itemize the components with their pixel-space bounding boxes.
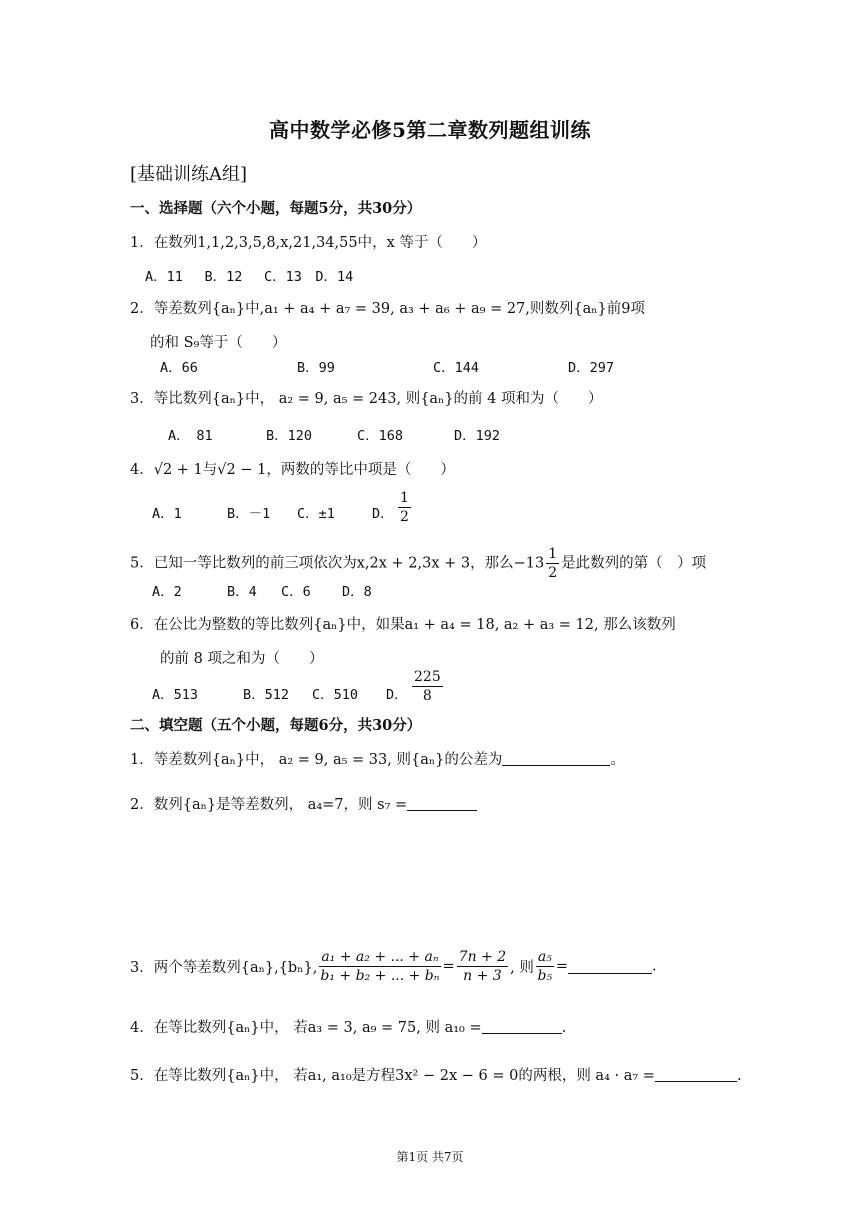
section2-heading: 二、填空题（五个小题，每题6分，共30分） xyxy=(130,717,422,734)
q2-option-c: C．144 xyxy=(433,360,480,376)
q6-text2: 的前 8 项之和为（ ） xyxy=(160,651,324,667)
q4-frac-denominator: 2 xyxy=(400,509,409,525)
q4-option-d-fraction xyxy=(396,489,413,526)
q6-option-a: A．513 xyxy=(152,687,199,703)
q6-text: 6．在公比为整数的等比数列{aₙ}中，如果a₁ + a₄ = 18, a₂ + a₃ = 12, 那么该数列 xyxy=(130,617,676,633)
fill-q3 xyxy=(130,948,657,985)
q5-option-b: B．4 xyxy=(227,584,257,600)
q5-option-c: C．6 xyxy=(281,584,311,600)
q6-option-d-fraction xyxy=(410,668,445,705)
q2-text: 2．等差数列{aₙ}中,a₁ + a₄ + a₇ = 39, a₃ + a₆ + a₉ = 27,则数列{aₙ}前9项 xyxy=(130,301,645,317)
q4-option-b: B．－1 xyxy=(227,506,271,522)
fill-q3-tail: . xyxy=(651,958,657,975)
fill-q5-tail: . xyxy=(736,1068,742,1084)
fill-q3-f2-num: 7n + 2 xyxy=(458,949,507,965)
fill-q3-tail-eq: = xyxy=(555,958,568,975)
q2-option-b: B．99 xyxy=(297,360,335,376)
q3-option-d: D．192 xyxy=(454,428,501,444)
q3-option-b: B．120 xyxy=(266,428,313,444)
fill-q5-text: 5．在等比数列{aₙ}中， 若a₁, a₁₀是方程3x² − 2x − 6 = 0的两根，则 a₄ · a₇ = xyxy=(130,1068,655,1084)
fill-q3-f1-den: b₁ + b₂ + ... + bₙ xyxy=(320,968,440,984)
fill-q1-text: 1．等差数列{aₙ}中， a₂ = 9, a₅ = 33, 则{aₙ}的公差为 xyxy=(130,752,503,768)
q5-text-a: 5．已知一等比数列的前三项依次为x,2x + 2,3x + 3，那么−13 xyxy=(130,555,545,572)
fill-q1-blank[interactable] xyxy=(502,751,610,767)
fill-q3-f1-num: a₁ + a₂ + ... + aₙ xyxy=(321,949,439,965)
q3-option-a: A． 81 xyxy=(168,428,213,444)
q6-option-b: B．512 xyxy=(243,687,290,703)
fill-q3-text-a: 3．两个等差数列{aₙ},{bₙ}, xyxy=(130,960,318,976)
fill-q4-blank[interactable] xyxy=(482,1019,562,1035)
fill-q3-f3-den: b₅ xyxy=(537,968,553,984)
q5-frac-denominator: 2 xyxy=(548,565,558,581)
fill-q3-f3-num: a₅ xyxy=(537,949,552,965)
fill-q3-f2-den: n + 3 xyxy=(463,968,502,984)
q1-options: A．11 B．12 C．13 D．14 xyxy=(145,269,354,285)
page-title: 高中数学必修5第二章数列题组训练 xyxy=(269,118,591,142)
fill-q1-tail: 。 xyxy=(610,752,625,768)
q4-option-c: C．±1 xyxy=(297,506,335,522)
q5-text-b: 是此数列的第（ ）项 xyxy=(561,555,707,572)
fill-q2 xyxy=(130,793,477,814)
q3-text: 3．等比数列{aₙ}中， a₂ = 9, a₅ = 243, 则{aₙ}的前 4 项和为（ ） xyxy=(130,391,603,407)
q3-option-c: C．168 xyxy=(357,428,404,444)
fill-q5-blank[interactable] xyxy=(655,1067,737,1083)
q2-option-d: D．297 xyxy=(568,360,615,376)
page-footer: 第1页 共7页 xyxy=(396,1150,464,1164)
section1-heading: 一、选择题（六个小题，每题5分，共30分） xyxy=(130,200,422,217)
q5-text xyxy=(130,545,706,582)
q5-frac-numerator: 1 xyxy=(548,546,558,562)
fill-q2-blank[interactable] xyxy=(407,796,477,812)
fill-q1 xyxy=(130,748,625,769)
fill-q4 xyxy=(130,1016,566,1037)
fill-q4-text: 4．在等比数列{aₙ}中， 若a₃ = 3, a₉ = 75, 则 a₁₀ = xyxy=(130,1020,482,1036)
q2-text2: 的和 S₉等于（ ） xyxy=(150,335,287,351)
q6-frac-denominator: 8 xyxy=(422,688,432,704)
q6-option-c: C．510 xyxy=(312,687,359,703)
q1-text: 1．在数列1,1,2,3,5,8,x,21,34,55中，x 等于（ ） xyxy=(130,235,487,251)
q5-option-d: D．8 xyxy=(342,584,372,600)
q5-option-a: A．2 xyxy=(152,584,182,600)
q6-frac-numerator: 225 xyxy=(414,669,441,685)
fill-q3-blank[interactable] xyxy=(568,959,652,975)
q4-option-d: D． xyxy=(372,506,394,522)
q4-text: 4．√2 + 1与√2 − 1，两数的等比中项是（ ） xyxy=(130,462,455,478)
q4-frac-numerator: 1 xyxy=(400,490,409,506)
q2-option-a: A．66 xyxy=(160,360,198,376)
q6-option-d: D． xyxy=(386,687,408,703)
q4-option-a: A．1 xyxy=(152,506,182,522)
fill-q4-tail: . xyxy=(561,1020,567,1036)
group-heading: [基础训练A组] xyxy=(130,164,248,185)
fill-q2-text: 2．数列{aₙ}是等差数列， a₄=7，则 s₇ = xyxy=(130,797,408,813)
fill-q3-mid: , 则 xyxy=(510,960,534,976)
fill-q3-eq: = xyxy=(442,958,455,975)
fill-q5 xyxy=(130,1064,742,1085)
